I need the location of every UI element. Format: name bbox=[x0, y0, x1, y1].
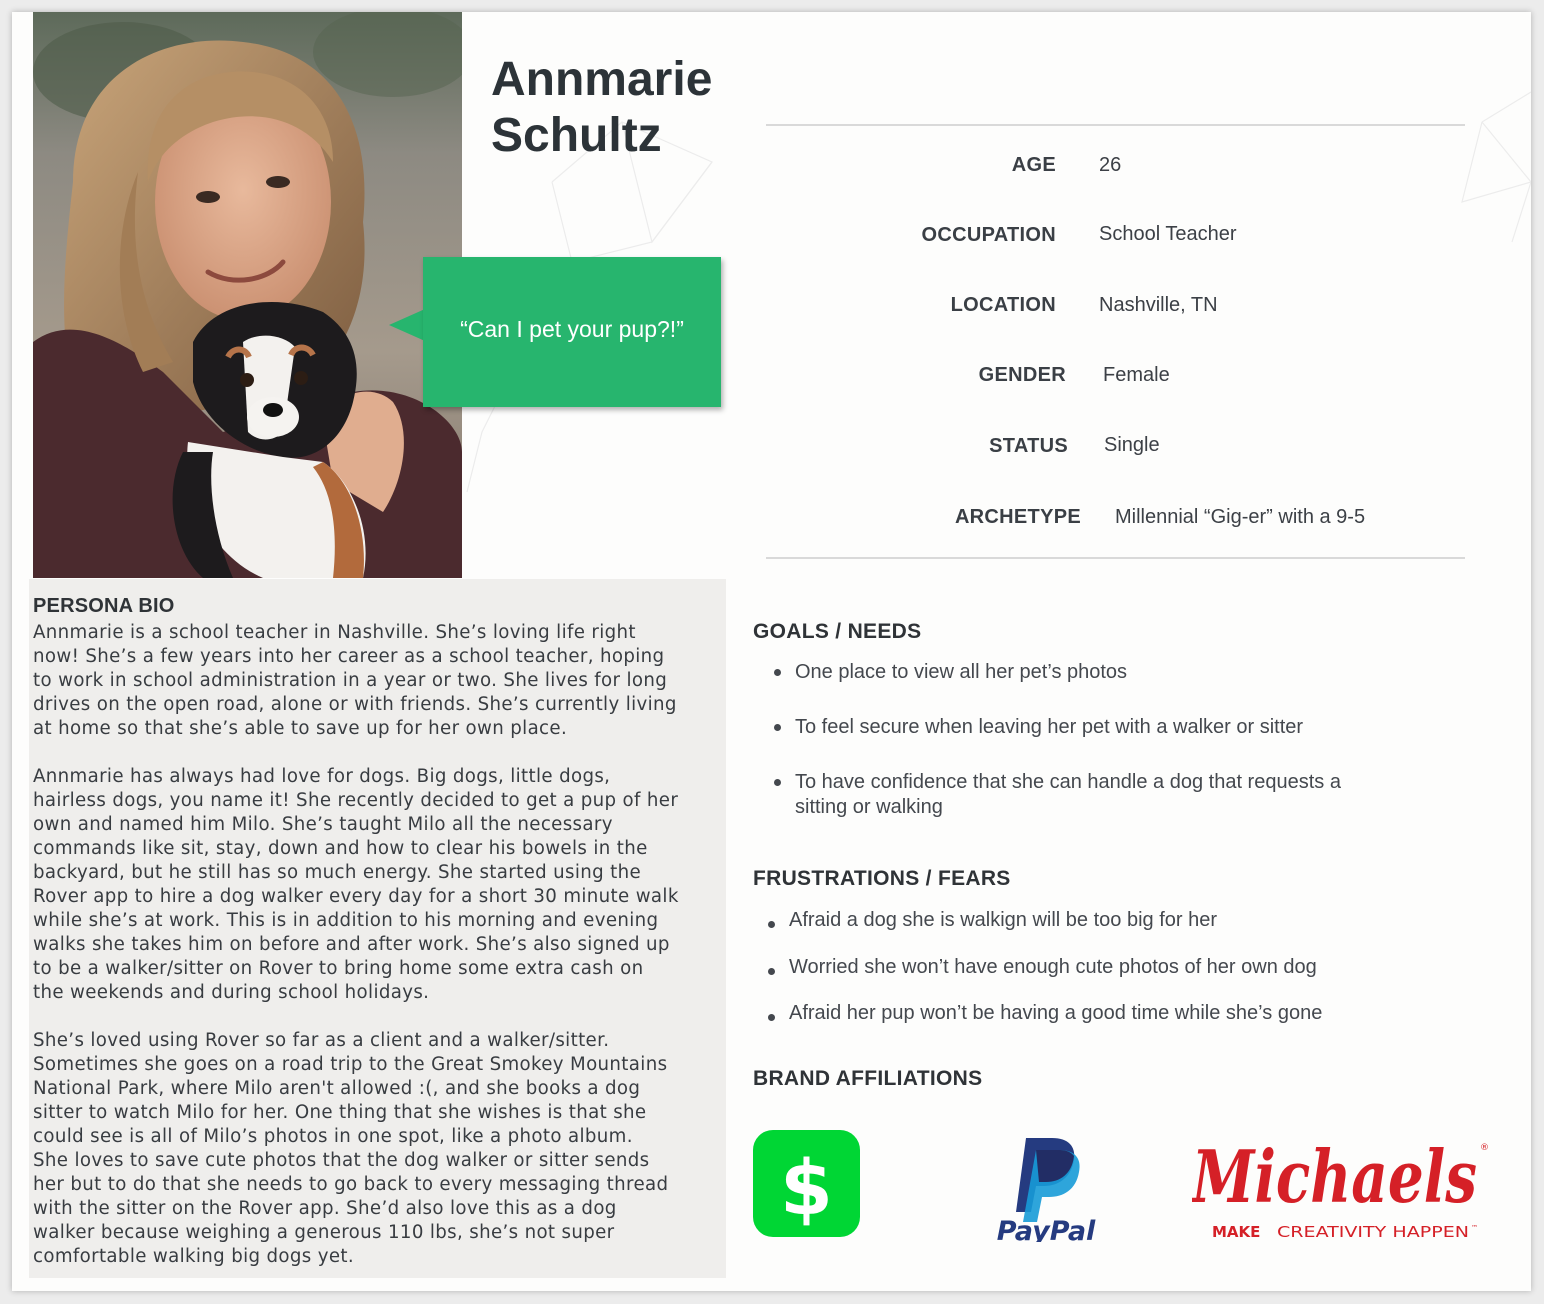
michaels-trademark: ™ bbox=[1471, 1224, 1478, 1232]
persona-quote: “Can I pet your pup?!” bbox=[460, 315, 684, 342]
cash-app-symbol: $ bbox=[780, 1143, 833, 1232]
gender-label: GENDER bbox=[978, 364, 1066, 386]
status-label: STATUS bbox=[989, 435, 1068, 457]
michaels-tagline: CREATIVITY HAPPEN bbox=[1277, 1223, 1469, 1241]
demographics-top-divider bbox=[766, 124, 1465, 126]
status-value: Single bbox=[1104, 434, 1160, 456]
bio-paragraph-3: She’s loved using Rover so far as a client and a walker/sitter. Sometimes she goes on a road trip to the Great Smokey Mountains National Park, where Milo aren't allowed :(, and she books a dog sitter to watch Milo for her. One thing that she wishes is that she could see is all of Milo’s photos in one spot, like a photo album. She loves to save cute photos that the dog walker or sitter sends her but to do that she needs to go back to every messaging thread with the sitter on the Rover app. She’d also love this as a dog walker because weighing a generous 110 lbs, she’s not super comfortable walking big dogs yet. bbox=[33, 1030, 669, 1267]
bullet-dot-icon bbox=[768, 1014, 775, 1021]
archetype-label: ARCHETYPE bbox=[954, 506, 1081, 528]
michaels-registered-mark: ® bbox=[1480, 1143, 1489, 1153]
michaels-tagline-bold: MAKE bbox=[1212, 1223, 1261, 1241]
frustration-text: Worried she won’t have enough cute photos of her own dog bbox=[789, 956, 1317, 978]
occupation-label: OCCUPATION bbox=[921, 224, 1056, 246]
bio-paragraph-1: Annmarie is a school teacher in Nashville. She’s loving life right now! She’s a few years into her career as a school teacher, hoping to work in school administration in a year or two. She lives for long drives on the open road, alone or with friends. She’s currently living at home so that she’s able to save up for her own place. bbox=[33, 622, 677, 739]
archetype-value: Millennial “Gig-er” with a 9-5 bbox=[1115, 506, 1366, 528]
michaels-logo bbox=[1192, 1120, 1492, 1245]
bullet-dot-icon bbox=[768, 921, 775, 928]
persona-name bbox=[491, 52, 712, 164]
occupation-value: School Teacher bbox=[1099, 223, 1237, 245]
gender-value: Female bbox=[1103, 364, 1170, 386]
persona-photo bbox=[33, 12, 462, 578]
brand-affiliations-title: BRAND AFFILIATIONS bbox=[753, 1067, 983, 1090]
bullet-dot-icon bbox=[774, 779, 781, 786]
bullet-dot-icon bbox=[774, 724, 781, 731]
age-label: AGE bbox=[1011, 154, 1056, 176]
frustrations-title: FRUSTRATIONS / FEARS bbox=[753, 867, 1011, 890]
persona-first-name: Annmarie bbox=[491, 53, 713, 106]
goal-text: To have confidence that she can handle a dog that requests a sitting or walking bbox=[795, 771, 1341, 818]
frustration-text: Afraid her pup won’t be having a good time while she’s gone bbox=[789, 1002, 1323, 1024]
michaels-wordmark: Michaels bbox=[1192, 1134, 1477, 1219]
bullet-dot-icon bbox=[774, 669, 781, 676]
goal-text: To feel secure when leaving her pet with a walker or sitter bbox=[795, 716, 1304, 738]
persona-bio-title: PERSONA BIO bbox=[33, 595, 175, 617]
quote-bubble-tail bbox=[389, 309, 425, 341]
goals-title: GOALS / NEEDS bbox=[753, 620, 922, 643]
location-value: Nashville, TN bbox=[1099, 294, 1218, 316]
quote-bubble bbox=[423, 257, 721, 407]
location-label: LOCATION bbox=[950, 294, 1056, 316]
frustration-text: Afraid a dog she is walkign will be too big for her bbox=[789, 909, 1218, 931]
persona-last-name: Schultz bbox=[491, 109, 662, 162]
paypal-logo bbox=[990, 1130, 1102, 1242]
bio-paragraph-2: Annmarie has always had love for dogs. Big dogs, little dogs, hairless dogs, you name it! She recently decided to get a pup of her own and named him Milo. She’s taught Milo all the necessary commands like sit, stay, down and how to clear his bowels in the backyard, but he still has so much energy. She started using the Rover app to hire a dog walker every day for a short 30 minute walk while she’s at work. This is in addition to his morning and evening walks she takes him on before and after work. She’s also signed up to be a walker/sitter on Rover to bring home some extra cash on the weekends and during school holidays. bbox=[33, 766, 679, 1003]
demographics-bottom-divider bbox=[766, 557, 1465, 559]
age-value: 26 bbox=[1099, 154, 1122, 176]
paypal-wordmark: PayPal bbox=[996, 1216, 1096, 1242]
bullet-dot-icon bbox=[768, 968, 775, 975]
persona-bio-panel bbox=[29, 579, 726, 1278]
persona-card bbox=[12, 12, 1531, 1291]
goal-text: One place to view all her pet’s photos bbox=[795, 661, 1128, 683]
cash-app-logo bbox=[753, 1130, 860, 1237]
